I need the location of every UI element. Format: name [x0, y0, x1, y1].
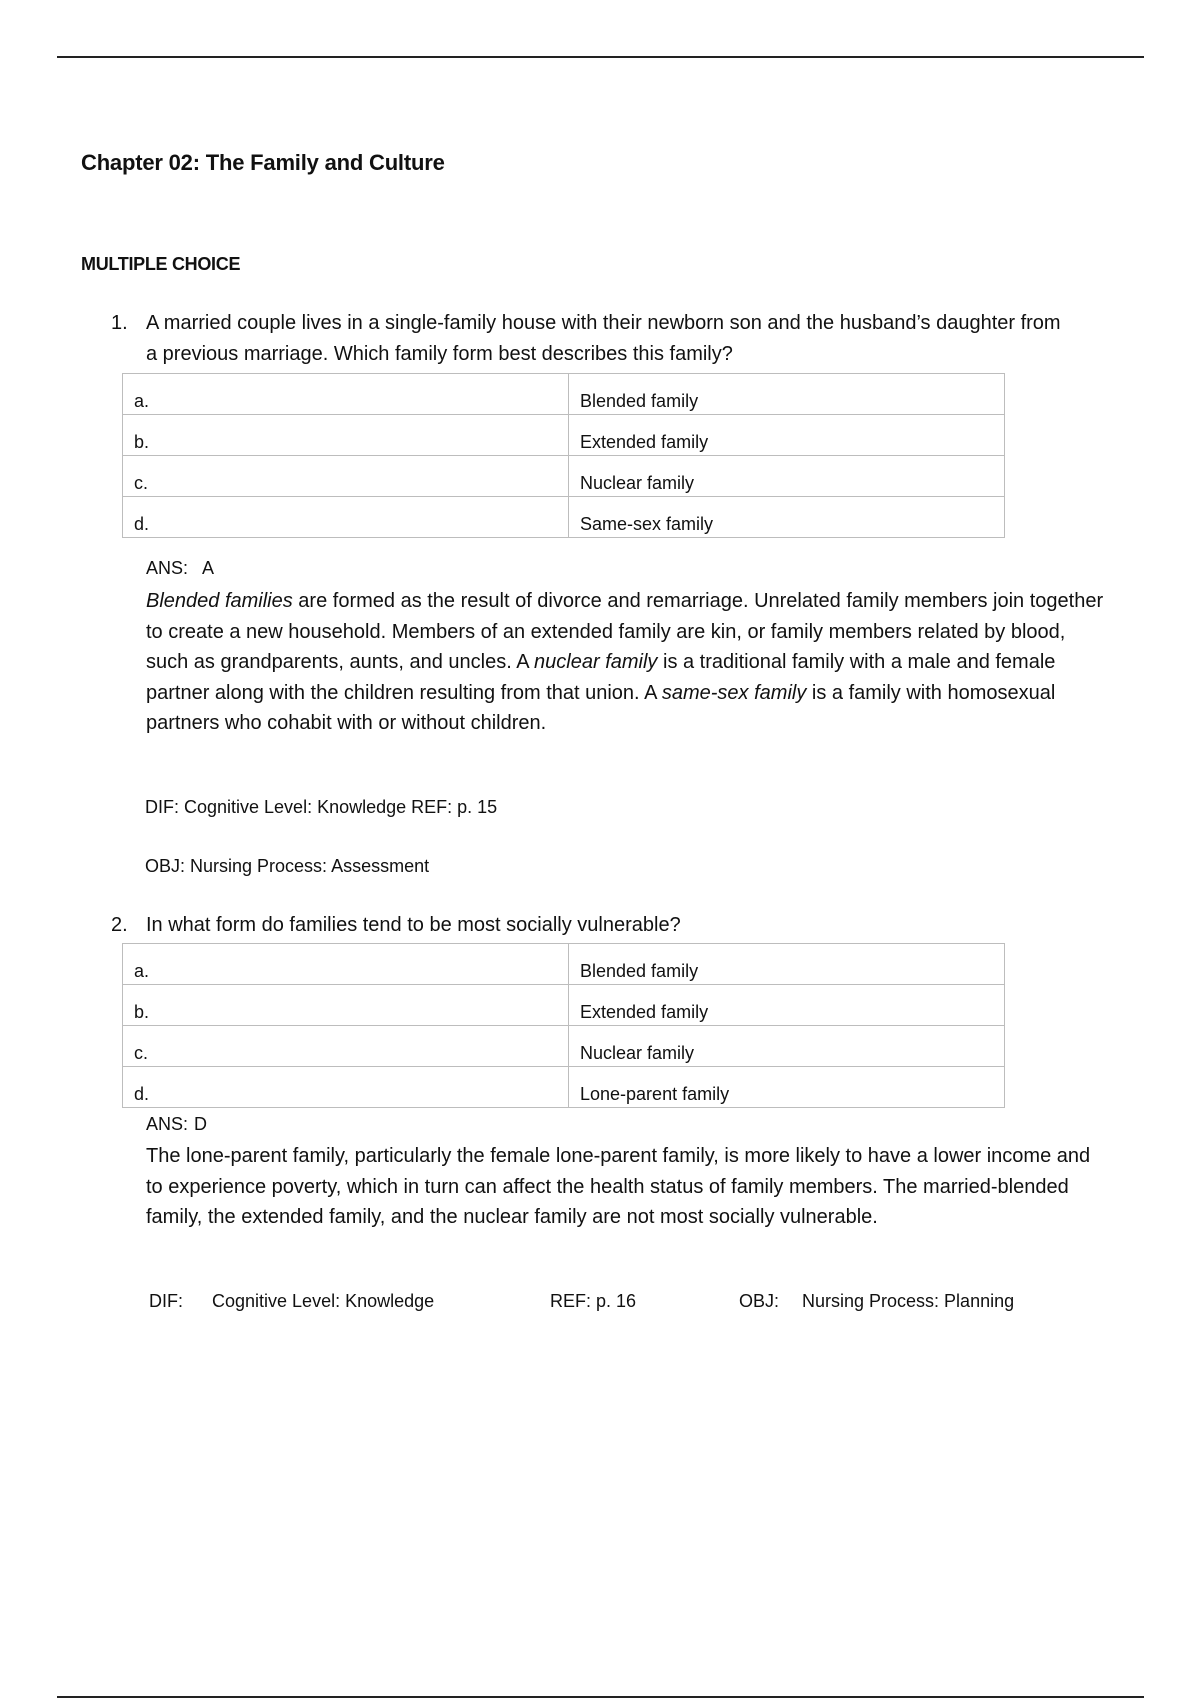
rationale-emphasis: same-sex family	[661, 681, 807, 704]
chapter-title: Chapter 02: The Family and Culture	[81, 150, 445, 175]
rationale-text: is a traditional family with a male and female partner along with the children resulting from that union. A	[146, 651, 1056, 704]
dif-ref-obj-line-2	[149, 1291, 1109, 1315]
dif-ref-line-1: DIF: Cognitive Level: Knowledge REF: p. 15	[145, 797, 498, 817]
choice-text: Extended family	[569, 415, 1005, 456]
rationale-emphasis: Blended families	[146, 590, 293, 612]
question-number: 2.	[111, 914, 128, 936]
choice-text: Nuclear family	[569, 456, 1005, 497]
choices-table-1	[122, 373, 1005, 538]
choice-row-b	[123, 985, 1005, 1026]
answer-line-2	[146, 1114, 207, 1135]
obj-line-1: OBJ: Nursing Process: Assessment	[145, 856, 430, 876]
ref-value: REF: p. 16	[550, 1291, 637, 1311]
rationale-text: is a family with homosexual partners who cohabit with or without children.	[146, 681, 1056, 734]
choices-table-2	[122, 943, 1005, 1108]
choice-letter: b.	[123, 985, 569, 1026]
choice-text: Nuclear family	[569, 1026, 1005, 1067]
question-number: 1.	[111, 312, 128, 334]
choice-text: Same-sex family	[569, 497, 1005, 538]
choice-letter: c.	[123, 456, 569, 497]
obj-label: OBJ:	[739, 1291, 780, 1311]
rationale-text: are formed as the result of divorce and remarriage. Unrelated family members join together to create a new household. Members of an extended family are kin, or family members related by blood, such as grandparents, aunts, and uncles. A	[146, 590, 1104, 673]
answer-value: D	[194, 1114, 208, 1134]
rationale-2: The lone-parent family, particularly the female lone-parent family, is more likely to have a lower income and to experience poverty, which in turn can affect the health status of family members. The married-blended family, the extended family, and the nuclear family are not most socially vulnerable.	[146, 1145, 1091, 1228]
answer-label: ANS:	[146, 558, 189, 578]
choice-text: Blended family	[569, 374, 1005, 415]
choice-text: Lone-parent family	[569, 1067, 1005, 1108]
choice-text: Extended family	[569, 985, 1005, 1026]
question-2	[111, 910, 1111, 941]
top-rule	[57, 56, 1144, 58]
answer-line-1	[146, 558, 214, 579]
choice-row-d	[123, 1067, 1005, 1108]
choice-row-b	[123, 415, 1005, 456]
choice-text: Blended family	[569, 944, 1005, 985]
question-1	[111, 308, 1111, 370]
choice-row-d	[123, 497, 1005, 538]
choice-letter: a.	[123, 944, 569, 985]
choice-row-a	[123, 944, 1005, 985]
rationale-1	[146, 586, 1106, 739]
choice-letter: b.	[123, 415, 569, 456]
choice-letter: d.	[123, 497, 569, 538]
question-text: A married couple lives in a single-family house with their newborn son and the husband’s daughter from a previous marriage. Which family form best describes this family?	[146, 312, 1061, 365]
obj-value: Nursing Process: Planning	[802, 1291, 1015, 1311]
question-text: In what form do families tend to be most socially vulnerable?	[146, 914, 681, 936]
choice-row-c	[123, 1026, 1005, 1067]
choice-letter: a.	[123, 374, 569, 415]
bottom-rule	[57, 1696, 1144, 1698]
choice-row-a	[123, 374, 1005, 415]
dif-label: DIF:	[149, 1291, 183, 1311]
section-title: MULTIPLE CHOICE	[81, 254, 241, 274]
dif-value: Cognitive Level: Knowledge	[212, 1291, 435, 1311]
answer-label: ANS:	[146, 1114, 189, 1134]
choice-letter: c.	[123, 1026, 569, 1067]
rationale-emphasis: nuclear family	[534, 651, 658, 673]
answer-value: A	[202, 558, 215, 578]
choice-row-c	[123, 456, 1005, 497]
choice-letter: d.	[123, 1067, 569, 1108]
